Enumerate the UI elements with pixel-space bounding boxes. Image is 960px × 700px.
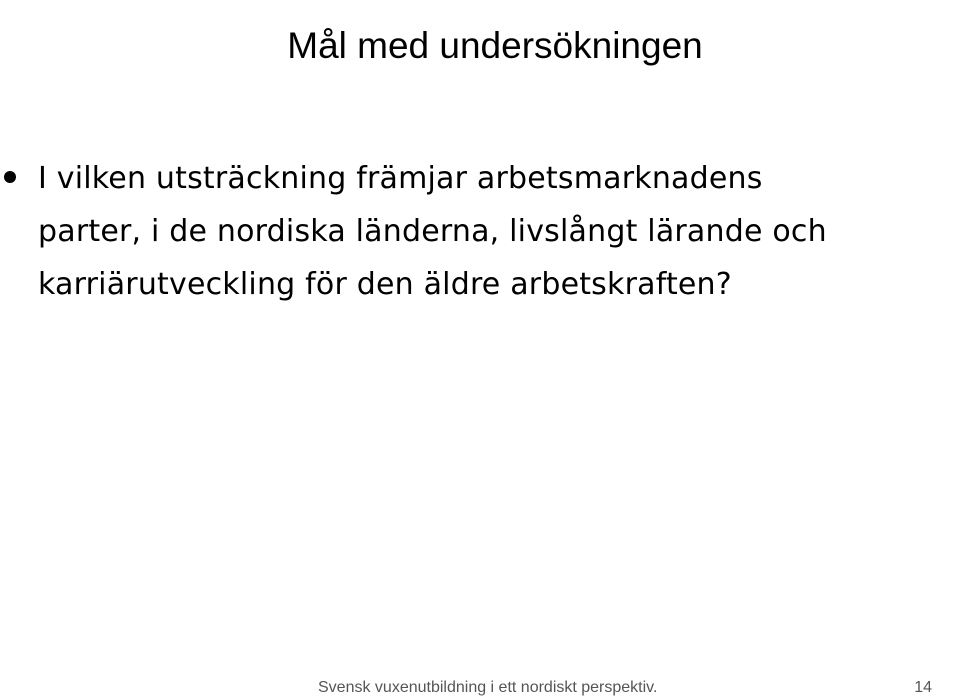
bullet-line-1: I vilken utsträckning främjar arbetsmarknadens bbox=[38, 161, 763, 196]
bullet-line-3: karriärutveckling för den äldre arbetskraften? bbox=[38, 267, 732, 302]
slide-title: Mål med undersökningen bbox=[287, 24, 703, 66]
bullet-line-2: parter, i de nordiska länderna, livslångt lärande och bbox=[38, 214, 827, 249]
slide-number: 14 bbox=[914, 679, 932, 696]
bullet-list bbox=[0, 152, 960, 311]
slide-footer: Svensk vuxenutbildning i ett nordiskt perspektiv. bbox=[318, 679, 658, 696]
bullet-dot-icon bbox=[4, 171, 16, 183]
bullet-item bbox=[0, 152, 960, 311]
